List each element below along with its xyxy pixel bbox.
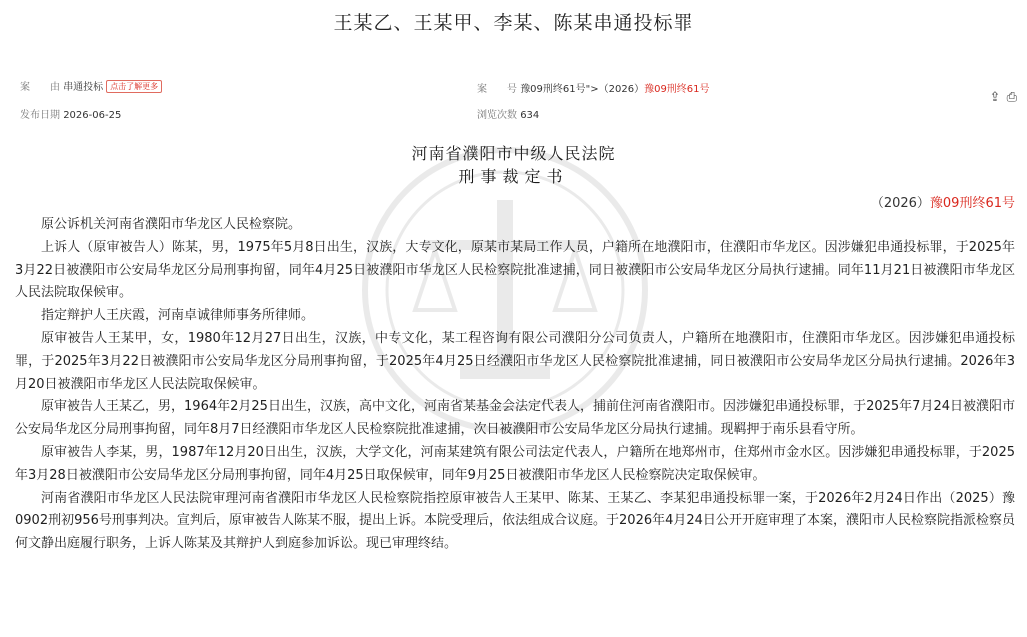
paragraph: 指定辩护人王庆霞，河南卓诚律师事务所律师。 [41, 308, 315, 324]
document-case-number [871, 192, 1015, 211]
paragraph: 河南省濮阳市华龙区人民法院审理河南省濮阳市华龙区人民检察院指控原审被告人王某甲、陈某、王某乙、李某犯串通投标罪一案，于2026年2月24日作出（2025）豫0902刑初956号刑事判决。宣判后，原审被告人陈某不服，提出上诉。本院受理后，依法组成合议庭。于2026年4月24日公开开庭审理了本案，濮阳市人民检察院指派检察员何文静出庭履行职务，上诉人陈某及其辩护人到庭参加诉讼。现已审理终结。 [15, 490, 1015, 552]
paragraph: 原审被告人李某，男，1987年12月20日出生，汉族，大学文化，河南某建筑有限公司法定代表人，户籍所在地郑州市，住郑州市金水区。因涉嫌犯串通投标罪，于2025年3月28日被濮阳市公安局华龙区分局刑事拘留，同年4月25日取保候审，同年9月25日被濮阳市华龙区人民检察院决定取保候审。 [15, 444, 1015, 483]
learn-more-tag[interactable]: 点击了解更多 [106, 80, 162, 93]
document-body [15, 214, 1015, 556]
publish-date [20, 106, 121, 121]
paragraph: 上诉人（原审被告人）陈某，男，1975年5月8日出生，汉族，大专文化，原某市某局工作人员，户籍所在地濮阳市，住濮阳市华龙区。因涉嫌犯串通投标罪，于2025年3月22日被濮阳市公安局华龙区分局刑事拘留，同年4月25日被濮阳市华龙区人民检察院批准逮捕，同日被濮阳市公安局华龙区分局执行逮捕。同年11月21日被濮阳市华龙区人民法院取保候审。 [15, 239, 1015, 301]
toolbar [988, 90, 1017, 105]
case-cause-value[interactable]: 串通投标 [63, 82, 104, 93]
view-count-value: 634 [520, 110, 540, 121]
document-case-number-prefix: （2026） [870, 196, 930, 211]
paragraph: 原审被告人王某乙，男，1964年2月25日出生，汉族，高中文化，河南省某基金会法定代表人，捕前住河南省濮阳市。因涉嫌犯串通投标罪，于2025年7月24日被濮阳市公安局华龙区分局刑事拘留，同年8月7日经濮阳市华龙区人民检察院批准逮捕，次日被濮阳市公安局华龙区分局执行逮捕。现羁押于南乐县看守所。 [15, 399, 1015, 438]
case-number-prefix: 豫09刑终61号">（2026） [520, 84, 645, 95]
publish-date-label: 发布日期 [20, 110, 60, 121]
share-icon[interactable]: ⇪ [989, 90, 1001, 105]
view-count [477, 106, 539, 121]
paragraph: 原审被告人王某甲，女，1980年12月27日出生，汉族，中专文化，某工程咨询有限公司濮阳分公司负责人，户籍所在地濮阳市，住濮阳市华龙区。因涉嫌犯串通投标罪，于2025年3月22日被濮阳市公安局华龙区分局刑事拘留，于2025年4月25日经濮阳市华龙区人民检察院批准逮捕，同日被濮阳市公安局华龙区分局执行逮捕。2026年3月20日被濮阳市华龙区人民法院取保候审。 [15, 330, 1015, 392]
case-number-red: 豫09刑终61号 [644, 84, 710, 95]
document-type: 刑事裁定书 [458, 167, 569, 186]
print-icon[interactable]: ⎙ [1006, 90, 1017, 105]
case-number-label: 案 号 [477, 84, 517, 95]
page-title: 王某乙、王某甲、李某、陈某串通投标罪 [333, 12, 694, 34]
document-case-number-red: 豫09刑终61号 [929, 196, 1015, 211]
view-count-label: 浏览次数 [477, 110, 517, 121]
court-name: 河南省濮阳市中级人民法院 [411, 144, 616, 163]
case-cause-label: 案 由 [20, 82, 60, 93]
paragraph: 原公诉机关河南省濮阳市华龙区人民检察院。 [41, 217, 302, 232]
case-cause [20, 78, 162, 93]
publish-date-value: 2026-06-25 [63, 110, 122, 121]
case-number-meta [477, 80, 710, 95]
